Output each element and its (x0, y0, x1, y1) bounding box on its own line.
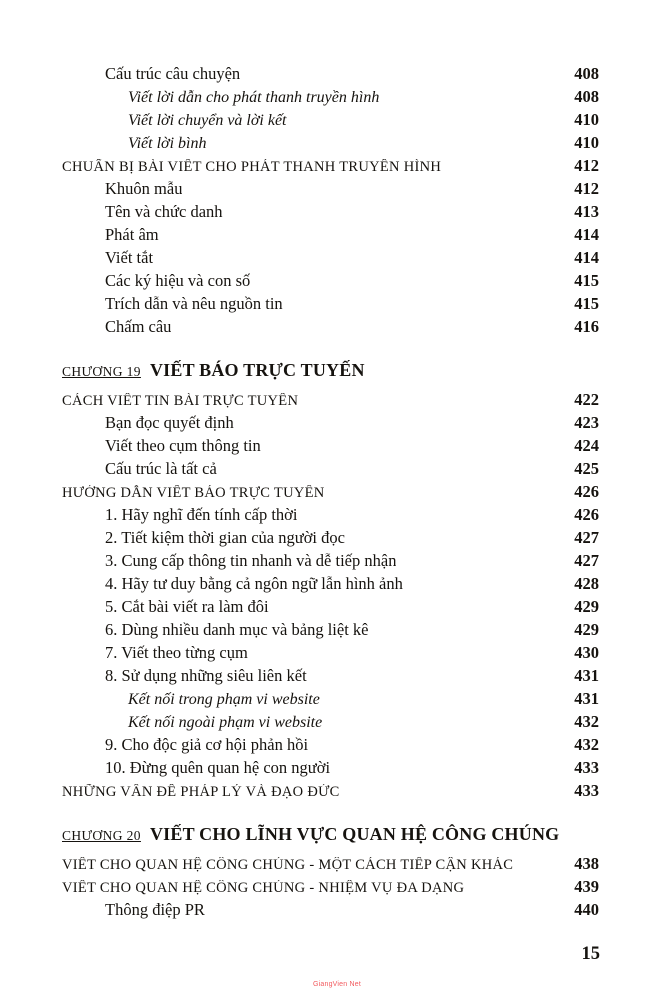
toc-entry-row (62, 574, 599, 597)
toc-entry-page-number: 423 (574, 413, 599, 432)
toc-entry-label: Thông điệp PR (105, 900, 205, 919)
toc-entry-row (62, 413, 599, 436)
toc-entry-label: VIẾT CHO QUAN HỆ CÔNG CHÚNG - NHIỆM VỤ ĐA DẠNG (62, 880, 465, 896)
toc-entry-row (62, 643, 599, 666)
toc-entry-page-number: 413 (574, 202, 599, 221)
toc-entry-row (62, 666, 599, 689)
toc-entry-label: VIẾT CHO QUAN HỆ CÔNG CHÚNG - MỘT CÁCH TIẾP CẬN KHÁC (62, 857, 514, 873)
toc-entry-page-number: 410 (574, 133, 599, 152)
toc-entry-page-number: 427 (574, 528, 599, 547)
toc-entry-label: Cấu trúc là tất cả (105, 459, 217, 478)
toc-entry-row (62, 900, 599, 923)
toc-entry-page-number: 431 (574, 666, 599, 685)
toc-entry-label: Khuôn mẫu (105, 179, 183, 198)
toc-entry-row (62, 248, 599, 271)
toc-entry-label: 7. Viết theo từng cụm (105, 643, 248, 662)
toc-entry-page-number: 427 (574, 551, 599, 570)
chapter-title: VIẾT CHO LĨNH VỰC QUAN HỆ CÔNG CHÚNG (149, 824, 560, 844)
toc-entry-row (62, 390, 599, 413)
chapter-heading (62, 360, 599, 386)
toc-entry-label: NHỮNG VẤN ĐỀ PHÁP LÝ VÀ ĐẠO ĐỨC (62, 784, 340, 800)
toc-entry-row (62, 877, 599, 900)
toc-entry-label: Viết lời bình (128, 135, 207, 152)
toc-entry-row (62, 482, 599, 505)
toc-entry-label: Tên và chức danh (105, 202, 223, 221)
toc-entry-label: Chấm câu (105, 317, 172, 336)
toc-entry-page-number: 432 (574, 735, 599, 754)
toc-entry-label: 5. Cắt bài viết ra làm đôi (105, 597, 269, 616)
toc-entry-row (62, 133, 599, 156)
toc-entry-row (62, 179, 599, 202)
toc-entry-label: Bạn đọc quyết định (105, 413, 234, 432)
toc-entry-page-number: 424 (574, 436, 599, 455)
toc-entry-page-number: 416 (574, 317, 599, 336)
toc-entry-label: 1. Hãy nghĩ đến tính cấp thời (105, 505, 298, 524)
toc-entry-row (62, 87, 599, 110)
toc-entry-page-number: 408 (574, 64, 599, 83)
toc-entry-page-number: 433 (574, 781, 599, 800)
toc-entry-label: 8. Sử dụng những siêu liên kết (105, 666, 307, 685)
toc-entry-row (62, 781, 599, 804)
chapter-title: VIẾT BÁO TRỰC TUYẾN (149, 360, 365, 380)
toc-entry-page-number: 408 (574, 87, 599, 106)
toc-entry-label: Phát âm (105, 225, 159, 244)
toc-entry-label: Kết nối trong phạm vi website (128, 691, 320, 708)
toc-entry-label: Viết tắt (105, 248, 154, 267)
toc-entry-page-number: 426 (574, 482, 599, 501)
toc-entry-label: Cấu trúc câu chuyện (105, 64, 241, 83)
toc-entry-page-number: 430 (574, 643, 599, 662)
toc-entry-page-number: 422 (574, 390, 599, 409)
toc-entry-label: Viết lời dẫn cho phát thanh truyền hình (128, 89, 380, 106)
toc-entry-page-number: 426 (574, 505, 599, 524)
chapter-heading (62, 824, 599, 850)
toc-entry-label: Các ký hiệu và con số (105, 271, 251, 290)
toc-entry-label: 6. Dùng nhiều danh mục và bảng liệt kê (105, 620, 369, 639)
toc-entry-page-number: 415 (574, 294, 599, 313)
toc-entry-row (62, 597, 599, 620)
toc-entry-page-number: 414 (574, 225, 599, 244)
toc-entry-page-number: 432 (574, 712, 599, 731)
toc-entry-row (62, 758, 599, 781)
toc-entry-row (62, 689, 599, 712)
toc-entry-label: 4. Hãy tư duy bằng cả ngôn ngữ lẫn hình ảnh (105, 574, 403, 593)
toc-entry-page-number: 440 (574, 900, 599, 919)
toc-entry-label: 2. Tiết kiệm thời gian của người đọc (105, 528, 345, 547)
toc-entry-page-number: 433 (574, 758, 599, 777)
toc-entry-page-number: 429 (574, 597, 599, 616)
toc-entry-row (62, 64, 599, 87)
toc-entry-row (62, 156, 599, 179)
toc-entry-page-number: 438 (574, 854, 599, 873)
toc-entry-row (62, 551, 599, 574)
toc-entry-row (62, 735, 599, 758)
table-of-contents (62, 64, 599, 923)
chapter-number: CHƯƠNG 19 (62, 364, 141, 379)
toc-entry-page-number: 429 (574, 620, 599, 639)
toc-entry-row (62, 854, 599, 877)
toc-entry-row (62, 225, 599, 248)
toc-entry-row (62, 459, 599, 482)
toc-entry-row (62, 294, 599, 317)
toc-entry-label: 3. Cung cấp thông tin nhanh và dễ tiếp nhận (105, 551, 397, 570)
toc-entry-label: HƯỚNG DẪN VIẾT BÁO TRỰC TUYẾN (62, 485, 325, 501)
toc-entry-page-number: 412 (574, 179, 599, 198)
toc-entry-row (62, 505, 599, 528)
toc-entry-row (62, 110, 599, 133)
toc-entry-row (62, 436, 599, 459)
toc-entry-label: Viết theo cụm thông tin (105, 436, 261, 455)
toc-entry-row (62, 528, 599, 551)
toc-entry-page-number: 412 (574, 156, 599, 175)
toc-entry-page-number: 414 (574, 248, 599, 267)
toc-entry-label: 9. Cho độc giả cơ hội phản hồi (105, 735, 309, 754)
chapter-number: CHƯƠNG 20 (62, 828, 141, 843)
toc-entry-page-number: 431 (574, 689, 599, 708)
toc-entry-page-number: 415 (574, 271, 599, 290)
toc-entry-page-number: 425 (574, 459, 599, 478)
watermark: GiangVien Net (313, 981, 362, 988)
toc-entry-row (62, 712, 599, 735)
toc-entry-row (62, 317, 599, 340)
toc-entry-row (62, 271, 599, 294)
toc-entry-label: Trích dẫn và nêu nguồn tin (105, 294, 283, 313)
toc-entry-row (62, 202, 599, 225)
toc-entry-page-number: 439 (574, 877, 599, 896)
toc-entry-label: 10. Đừng quên quan hệ con người (105, 758, 331, 777)
toc-entry-label: Kết nối ngoài phạm vi website (128, 714, 323, 731)
toc-entry-page-number: 410 (574, 110, 599, 129)
toc-entry-row (62, 620, 599, 643)
page-number: 15 (581, 944, 600, 964)
toc-entry-label: CHUẨN BỊ BÀI VIẾT CHO PHÁT THANH TRUYỀN HÌNH (62, 159, 442, 175)
toc-entry-label: Viết lời chuyển và lời kết (128, 112, 287, 129)
toc-entry-label: CÁCH VIẾT TIN BÀI TRỰC TUYẾN (62, 393, 299, 409)
toc-entry-page-number: 428 (574, 574, 599, 593)
